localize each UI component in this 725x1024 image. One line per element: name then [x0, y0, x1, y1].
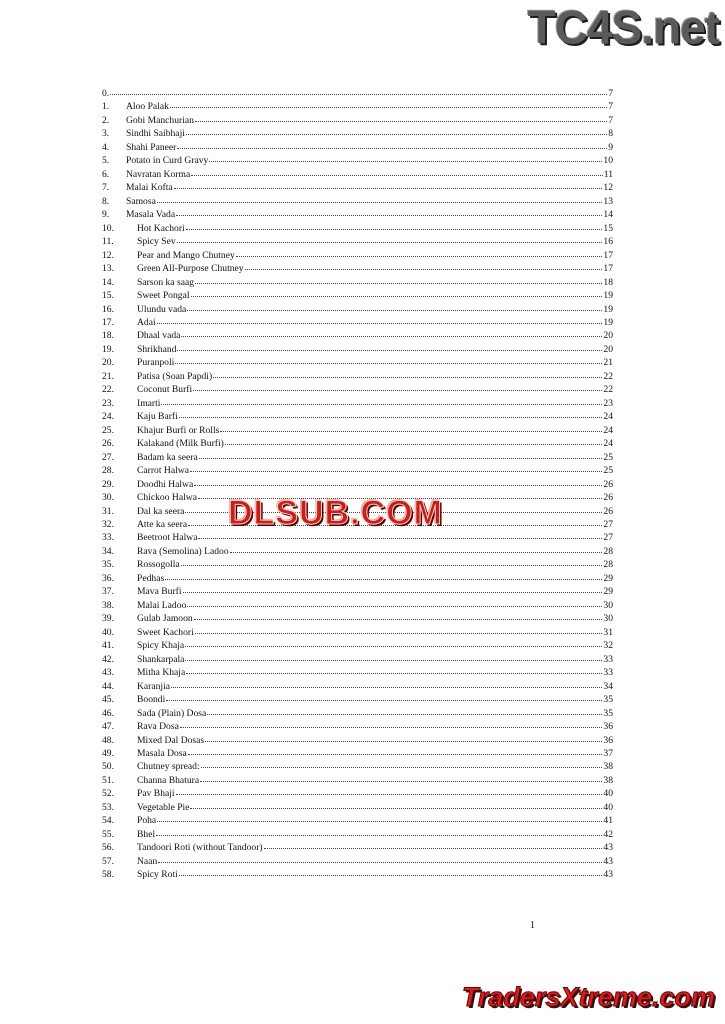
toc-entry-title: Rava (Semolina) Ladoo — [137, 545, 229, 557]
table-of-contents — [102, 86, 613, 881]
toc-entry-number: 2. — [102, 114, 110, 126]
toc-entry-title: Dal ka seera — [137, 505, 185, 517]
toc-entry[interactable] — [102, 126, 613, 139]
toc-entry-page: 16 — [603, 236, 613, 248]
toc-entry-page: 29 — [603, 572, 613, 584]
toc-entry-title: Vegetable Pie — [137, 801, 190, 813]
toc-entry-title: Kaju Barfi — [137, 411, 178, 423]
tradersxtreme-watermark: TradersXtreme.com — [461, 982, 715, 1012]
toc-entry-number: 20. — [102, 357, 114, 369]
dot-leader — [174, 179, 603, 189]
toc-entry-title: Pear and Mango Chutney — [137, 249, 235, 261]
dot-leader — [188, 745, 603, 755]
toc-entry[interactable] — [102, 275, 613, 288]
toc-entry-title: Tandoori Roti (without Tandoor) — [137, 842, 263, 854]
toc-entry-title: Channa Bhatura — [137, 774, 200, 786]
toc-entry-page: 26 — [603, 478, 613, 490]
toc-entry-page: 43 — [603, 842, 613, 854]
dot-leader — [179, 866, 603, 876]
dot-leader — [186, 220, 603, 230]
dot-leader — [191, 287, 603, 297]
toc-entry[interactable] — [102, 584, 613, 597]
toc-entry-page: 43 — [603, 869, 613, 881]
dot-leader — [157, 812, 602, 822]
toc-entry[interactable] — [102, 463, 613, 476]
toc-entry-number: 56. — [102, 842, 114, 854]
toc-entry[interactable] — [102, 786, 613, 799]
toc-entry-title: Gulab Jamoon — [137, 613, 193, 625]
toc-entry[interactable] — [102, 611, 613, 624]
toc-entry-number: 54. — [102, 815, 114, 827]
toc-entry-title: Boondi — [137, 694, 166, 706]
dot-leader — [205, 732, 602, 742]
toc-entry-title: Rava Dosa — [137, 721, 179, 733]
toc-entry-number: 4. — [102, 141, 110, 153]
dot-leader — [157, 193, 603, 203]
toc-entry-page: 23 — [603, 397, 613, 409]
toc-entry-page: 8 — [608, 128, 613, 140]
toc-entry-title: Khajur Burfi or Rolls — [137, 424, 220, 436]
toc-entry[interactable] — [102, 598, 613, 611]
toc-entry-page: 20 — [603, 330, 613, 342]
toc-entry-page: 36 — [603, 721, 613, 733]
toc-entry-number: 30. — [102, 492, 114, 504]
toc-entry-title: Atte ka seera — [137, 519, 188, 530]
toc-entry-number: 24. — [102, 411, 114, 423]
dot-leader — [161, 395, 602, 405]
toc-entry-number: 28. — [102, 465, 114, 477]
toc-entry-title: Masala Dosa — [137, 747, 187, 759]
toc-entry-page: 20 — [603, 343, 613, 355]
toc-entry[interactable] — [102, 207, 613, 220]
toc-entry-title: Coconut Burfi — [137, 384, 193, 396]
toc-entry-page: 33 — [603, 653, 613, 665]
toc-entry-title: Sweet Kachori — [137, 626, 194, 638]
dot-leader — [181, 327, 602, 337]
toc-entry-page: 32 — [603, 640, 613, 652]
toc-entry-number: 5. — [102, 155, 110, 167]
toc-entry-number: 46. — [102, 707, 114, 719]
dot-leader — [193, 381, 602, 391]
toc-entry-number: 48. — [102, 734, 114, 746]
toc-entry-title: Spicy Khaja — [137, 640, 185, 652]
dot-leader — [165, 570, 602, 580]
dot-leader — [190, 799, 602, 809]
toc-entry-page: 27 — [603, 519, 613, 530]
toc-entry-page: 24 — [603, 438, 613, 450]
toc-entry[interactable] — [102, 423, 613, 436]
dot-leader — [220, 422, 602, 432]
toc-entry-number: 23. — [102, 397, 114, 409]
toc-entry[interactable] — [102, 369, 613, 382]
dot-leader — [199, 449, 603, 459]
dot-leader — [191, 166, 603, 176]
toc-entry-page: 28 — [603, 545, 613, 557]
toc-entry-number: 12. — [102, 249, 114, 261]
toc-entry-title: Rossogolla — [137, 559, 180, 571]
dot-leader — [245, 260, 603, 270]
toc-entry-page: 28 — [603, 559, 613, 571]
dot-leader — [177, 139, 607, 149]
toc-entry[interactable] — [102, 477, 613, 490]
toc-entry-title: Hot Kachori — [137, 222, 185, 234]
dot-leader — [190, 462, 602, 472]
toc-entry[interactable] — [102, 113, 613, 126]
toc-entry-number: 29. — [102, 478, 114, 490]
toc-entry-number: 15. — [102, 290, 114, 302]
toc-entry-page: 37 — [603, 747, 613, 759]
toc-entry-page: 24 — [603, 411, 613, 423]
toc-entry-number: 14. — [102, 276, 114, 288]
toc-entry-title: Kalakand (Milk Burfi) — [137, 438, 224, 450]
toc-entry[interactable] — [102, 194, 613, 207]
toc-entry[interactable] — [102, 625, 613, 638]
toc-entry-page: 25 — [603, 451, 613, 463]
toc-entry-title: Naan — [137, 855, 158, 867]
toc-entry-title: Navratan Korma — [126, 168, 191, 180]
dot-leader — [195, 624, 603, 634]
toc-entry-title: Mava Burfi — [137, 586, 182, 598]
toc-entry[interactable] — [102, 638, 613, 651]
toc-entry-title: Sindhi Saibhaji — [126, 128, 185, 140]
toc-entry-title: Spicy Sev — [137, 236, 176, 248]
toc-entry-number: 36. — [102, 572, 114, 584]
toc-entry-number: 35. — [102, 559, 114, 571]
toc-entry-title: Samosa — [126, 195, 156, 207]
toc-entry-number: 53. — [102, 801, 114, 813]
dot-leader — [213, 368, 602, 378]
toc-entry-title: Green All-Purpose Chutney — [137, 263, 244, 275]
dot-leader — [185, 651, 602, 661]
toc-entry-number: 41. — [102, 640, 114, 652]
dot-leader — [170, 98, 607, 108]
toc-entry[interactable] — [102, 140, 613, 153]
dot-leader — [187, 597, 602, 607]
toc-entry-number: 33. — [102, 532, 114, 544]
toc-entry-page: 17 — [603, 249, 613, 261]
dot-leader — [186, 125, 607, 135]
toc-entry[interactable] — [102, 315, 613, 328]
toc-entry[interactable] — [102, 234, 613, 247]
toc-entry[interactable] — [102, 557, 613, 570]
toc-entry-page: 11 — [603, 168, 613, 180]
toc-entry-number: 45. — [102, 694, 114, 706]
dot-leader — [201, 758, 603, 768]
toc-entry-number: 50. — [102, 761, 114, 773]
toc-entry-page: 38 — [603, 761, 613, 773]
toc-entry-title: Patisa (Soan Papdi) — [137, 370, 213, 382]
toc-entry-number: 55. — [102, 828, 114, 840]
dot-leader — [195, 274, 602, 284]
toc-entry-number: 27. — [102, 451, 114, 463]
toc-entry-number: 40. — [102, 626, 114, 638]
toc-entry-page: 42 — [603, 828, 613, 840]
toc-entry-page: 31 — [603, 626, 613, 638]
toc-entry-page: 35 — [603, 694, 613, 706]
toc-entry-number: 10. — [102, 222, 114, 234]
toc-entry-title: Poha — [137, 815, 157, 827]
toc-entry[interactable] — [102, 382, 613, 395]
toc-entry-page: 21 — [603, 357, 613, 369]
toc-entry[interactable] — [102, 167, 613, 180]
toc-entry-title: Puranpoli — [137, 357, 175, 369]
toc-entry-title: Pedhas — [137, 572, 165, 584]
toc-entry-number: 26. — [102, 438, 114, 450]
dot-leader — [194, 610, 603, 620]
toc-entry-title: Adai — [137, 316, 156, 328]
toc-entry-page: 38 — [603, 774, 613, 786]
toc-entry-title: Malai Kofta — [126, 182, 173, 194]
toc-entry-page: 7 — [608, 101, 613, 113]
toc-entry[interactable] — [102, 86, 613, 99]
toc-entry-title: Sarson ka saag — [137, 276, 195, 288]
dot-leader — [176, 206, 602, 216]
toc-entry-title: Imarti — [137, 397, 161, 409]
toc-entry[interactable] — [102, 261, 613, 274]
toc-entry-number: 37. — [102, 586, 114, 598]
toc-entry-title: Spicy Roti — [137, 869, 178, 881]
toc-entry-number: 8. — [102, 195, 110, 207]
toc-entry-page: 29 — [603, 586, 613, 598]
toc-entry[interactable] — [102, 328, 613, 341]
dot-leader — [209, 152, 602, 162]
toc-entry-page: 33 — [603, 667, 613, 679]
toc-entry-number: 9. — [102, 209, 110, 221]
toc-entry[interactable] — [102, 450, 613, 463]
toc-entry-page: 7 — [608, 114, 613, 126]
toc-entry-title: Chutney spread: — [137, 761, 200, 773]
dot-leader — [225, 435, 603, 445]
dot-leader — [157, 314, 603, 324]
toc-entry-page: 19 — [603, 303, 613, 315]
toc-entry-number: 25. — [102, 424, 114, 436]
dot-leader — [176, 785, 603, 795]
dot-leader — [264, 839, 603, 849]
toc-entry-title: Mixed Dal Dosas — [137, 734, 205, 746]
toc-entry-title: Chickoo Halwa — [137, 492, 197, 504]
toc-entry-page: 26 — [603, 492, 613, 504]
toc-entry-page: 26 — [603, 505, 613, 517]
dot-leader — [207, 705, 602, 715]
toc-entry[interactable] — [102, 342, 613, 355]
toc-entry-number: 11. — [102, 236, 114, 248]
toc-entry-number: 38. — [102, 599, 114, 611]
toc-entry-number: 57. — [102, 855, 114, 867]
toc-entry-page: 13 — [603, 195, 613, 207]
toc-entry-title: Dhaal vada — [137, 330, 181, 342]
page-number: 1 — [530, 920, 535, 931]
toc-entry-number: 44. — [102, 680, 114, 692]
toc-entry-number: 39. — [102, 613, 114, 625]
toc-entry[interactable] — [102, 854, 613, 867]
toc-entry[interactable] — [102, 99, 613, 112]
toc-entry-number: 58. — [102, 869, 114, 881]
toc-entry-page: 12 — [603, 182, 613, 194]
dot-leader — [180, 718, 603, 728]
toc-entry-number: 13. — [102, 263, 114, 275]
toc-entry-page: 43 — [603, 855, 613, 867]
toc-entry[interactable] — [102, 436, 613, 449]
toc-entry[interactable] — [102, 800, 613, 813]
toc-entry-title: Aloo Palak — [126, 101, 169, 113]
toc-entry-title: Mitha Khaja — [137, 667, 186, 679]
toc-entry-title: Malai Ladoo — [137, 599, 187, 611]
toc-entry-page: 24 — [603, 424, 613, 436]
toc-entry[interactable] — [102, 867, 613, 880]
toc-entry[interactable] — [102, 288, 613, 301]
toc-entry-page: 30 — [603, 613, 613, 625]
toc-entry[interactable] — [102, 302, 613, 315]
dot-leader — [179, 408, 603, 418]
dot-leader — [186, 664, 602, 674]
toc-entry-page: 27 — [603, 532, 613, 544]
dot-leader — [200, 772, 602, 782]
toc-entry-page: 35 — [603, 707, 613, 719]
toc-entry[interactable] — [102, 733, 613, 746]
toc-entry-page: 7 — [608, 88, 613, 99]
toc-entry-number: 52. — [102, 788, 114, 800]
toc-entry[interactable] — [102, 409, 613, 422]
dot-leader — [110, 85, 607, 95]
dot-leader — [171, 678, 602, 688]
dot-leader — [187, 301, 602, 311]
dot-leader — [177, 233, 603, 243]
toc-entry-page: 15 — [603, 222, 613, 234]
toc-entry-page: 36 — [603, 734, 613, 746]
toc-entry-number: 6. — [102, 168, 110, 180]
toc-entry[interactable] — [102, 706, 613, 719]
dot-leader — [185, 637, 602, 647]
toc-entry-title: Bhel — [137, 828, 156, 840]
toc-entry-title: Potato in Curd Gravy — [126, 155, 209, 167]
toc-entry-title: Sada (Plain) Dosa — [137, 707, 207, 719]
toc-entry-page: 22 — [603, 370, 613, 382]
toc-entry-number: 19. — [102, 343, 114, 355]
toc-entry[interactable] — [102, 665, 613, 678]
toc-entry-title: Beetroot Halwa — [137, 532, 198, 544]
toc-entry-page: 9 — [608, 141, 613, 153]
toc-entry-number: 47. — [102, 721, 114, 733]
toc-entry-number: 1. — [102, 101, 110, 113]
toc-entry-title: Badam ka seera — [137, 451, 198, 463]
dot-leader — [177, 341, 602, 351]
toc-entry[interactable] — [102, 719, 613, 732]
toc-entry-title: Carrot Halwa — [137, 465, 189, 477]
toc-entry-number: 43. — [102, 667, 114, 679]
toc-entry[interactable] — [102, 679, 613, 692]
toc-entry-title: Shrikhand — [137, 343, 177, 355]
toc-entry-page: 14 — [603, 209, 613, 221]
toc-entry-page: 34 — [603, 680, 613, 692]
toc-entry-page: 10 — [603, 155, 613, 167]
toc-entry[interactable] — [102, 544, 613, 557]
toc-entry[interactable] — [102, 396, 613, 409]
toc-entry-number: 42. — [102, 653, 114, 665]
dot-leader — [183, 583, 603, 593]
toc-entry-number: 18. — [102, 330, 114, 342]
toc-entry[interactable] — [102, 759, 613, 772]
toc-entry-page: 19 — [603, 290, 613, 302]
toc-entry[interactable] — [102, 840, 613, 853]
toc-entry-title: Masala Vada — [126, 209, 176, 221]
toc-entry-number: 51. — [102, 774, 114, 786]
toc-entry-number: 17. — [102, 316, 114, 328]
toc-entry[interactable] — [102, 692, 613, 705]
toc-entry-page: 41 — [603, 815, 613, 827]
toc-entry-page: 19 — [603, 316, 613, 328]
toc-entry-title: Karanjia — [137, 680, 171, 692]
toc-entry-title: Sweet Pongal — [137, 290, 190, 302]
toc-entry-number: 3. — [102, 128, 110, 140]
toc-entry-number: 49. — [102, 747, 114, 759]
toc-entry-number: 21. — [102, 370, 114, 382]
toc-entry-number: 31. — [102, 505, 114, 517]
toc-entry[interactable] — [102, 355, 613, 368]
dlsub-watermark: DLSUB.COM — [228, 494, 443, 532]
toc-entry[interactable] — [102, 153, 613, 166]
dot-leader — [195, 112, 607, 122]
dot-leader — [166, 691, 602, 701]
dot-leader — [230, 543, 603, 553]
toc-entry[interactable] — [102, 652, 613, 665]
toc-entry-page: 22 — [603, 384, 613, 396]
tc4s-watermark: TC4S.net — [527, 0, 719, 54]
toc-entry[interactable] — [102, 773, 613, 786]
toc-entry-page: 40 — [603, 788, 613, 800]
dot-leader — [236, 247, 603, 257]
dot-leader — [156, 826, 602, 836]
dot-leader — [194, 476, 602, 486]
toc-entry[interactable] — [102, 571, 613, 584]
toc-entry-number: 22. — [102, 384, 114, 396]
dot-leader — [175, 354, 602, 364]
toc-entry-page: 18 — [603, 276, 613, 288]
toc-entry[interactable] — [102, 248, 613, 261]
toc-entry[interactable] — [102, 746, 613, 759]
toc-entry-number: 32. — [102, 519, 114, 530]
dot-leader — [158, 853, 602, 863]
toc-entry[interactable] — [102, 221, 613, 234]
toc-entry[interactable] — [102, 827, 613, 840]
toc-entry-number: 7. — [102, 182, 110, 194]
toc-entry-title: Doodhi Halwa — [137, 478, 194, 490]
toc-entry-number: 16. — [102, 303, 114, 315]
toc-entry-page: 17 — [603, 263, 613, 275]
toc-entry-page: 40 — [603, 801, 613, 813]
toc-entry-number: 34. — [102, 545, 114, 557]
toc-entry-title: Ulundu vada — [137, 303, 187, 315]
toc-entry-number: 0. — [102, 88, 110, 99]
toc-entry-page: 30 — [603, 599, 613, 611]
toc-entry-title: Pav Bhaji — [137, 788, 175, 800]
toc-entry[interactable] — [102, 813, 613, 826]
toc-entry-title: Shahi Paneer — [126, 141, 177, 153]
toc-entry-page: 25 — [603, 465, 613, 477]
dot-leader — [181, 556, 603, 566]
toc-entry-title: Shankarpala — [137, 653, 185, 665]
toc-entry[interactable] — [102, 180, 613, 193]
toc-entry-title: Gobi Manchurian — [126, 114, 194, 126]
